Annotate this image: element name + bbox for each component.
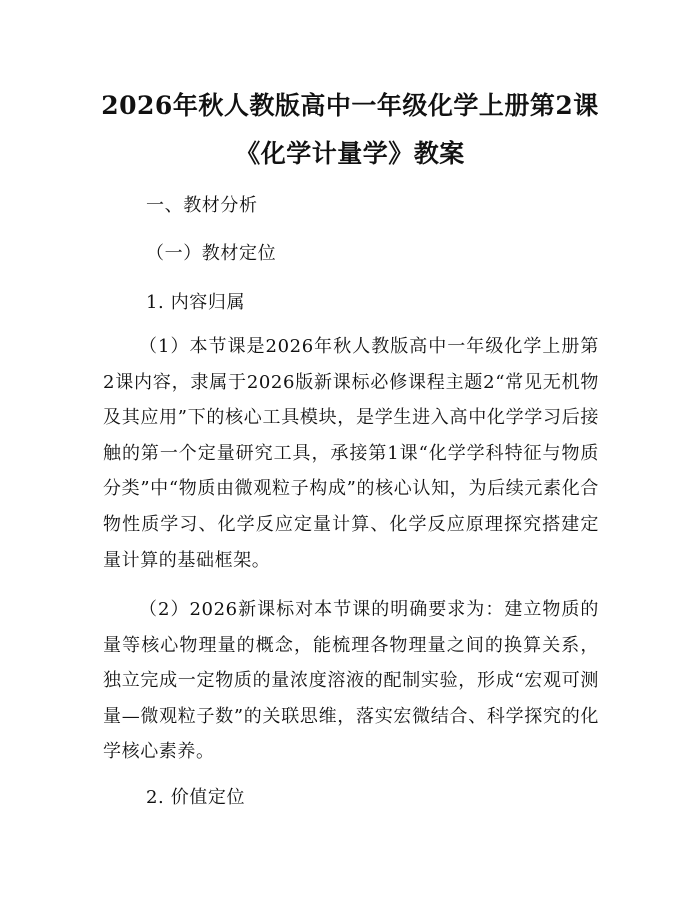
item-heading-value-positioning: 2. 价值定位	[146, 787, 246, 808]
paragraph-content-belonging-2: （2）2026新课标对本节课的明确要求为：建立物质的量等核心物理量的概念，能梳理各物理量之间的换算关系，独立完成一定物质的量浓度溶液的配制实验，形成“宏观可测量—微观粒子数”的关联思维，落实宏微结合、科学探究的化学核心素养。	[103, 599, 599, 763]
document-title-line-1: 2026年秋人教版高中一年级化学上册第2课	[101, 91, 599, 120]
item-heading-content-belonging: 1. 内容归属	[146, 292, 246, 313]
section-heading-textbook-analysis: 一、教材分析	[146, 195, 258, 216]
paragraph-content-belonging-1: （1）本节课是2026年秋人教版高中一年级化学上册第2课内容，隶属于2026版新课标必修课程主题2“常见无机物及其应用”下的核心工具模块，是学生进入高中化学学习后接触的第一个定量研究工具，承接第1课“化学学科特征与物质分类”中“物质由微观粒子构成”的核心认知，为后续元素化合物性质学习、化学反应定量计算、化学反应原理探究搭建定量计算的基础框架。	[103, 336, 599, 571]
document-title-line-2: 《化学计量学》教案	[235, 139, 465, 168]
subsection-heading-textbook-positioning: （一）教材定位	[146, 243, 277, 264]
